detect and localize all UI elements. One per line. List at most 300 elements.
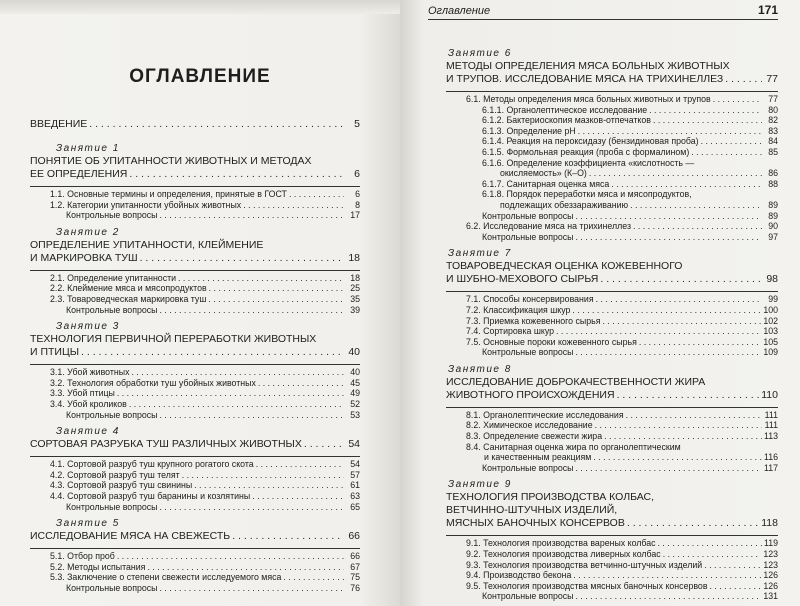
lesson-title-line: ТЕХНОЛОГИЯ ПРОИЗВОДСТВА КОЛБАС, xyxy=(446,491,655,504)
subentry-text: 4.1. Сортовой разруб туш крупного рогатого скота xyxy=(50,459,254,470)
subentry-line xyxy=(66,410,360,421)
subentry-page: 75 xyxy=(350,572,360,583)
leader-dots xyxy=(653,115,762,126)
subentry-text: Контрольные вопросы xyxy=(482,591,574,602)
leader-dots xyxy=(713,94,762,105)
toc-subentry[interactable] xyxy=(466,115,778,126)
subentry-line xyxy=(482,232,778,243)
toc-subentry[interactable] xyxy=(466,560,778,571)
subentry-page: 89 xyxy=(768,199,778,210)
leader-dots xyxy=(140,252,344,265)
toc-subentry[interactable] xyxy=(466,179,778,190)
subentry-line xyxy=(482,211,778,222)
subentry-line xyxy=(50,480,360,491)
subentry-text: 6.1.1. Органолептическое исследование xyxy=(482,104,648,115)
leader-dots xyxy=(81,346,344,359)
toc-subentry[interactable] xyxy=(50,367,360,378)
toc-subentry[interactable] xyxy=(466,420,778,431)
subentry-text: 6.1.7. Санитарная оценка мяса xyxy=(482,178,610,189)
subentry-line xyxy=(66,502,360,513)
lesson-block xyxy=(446,48,778,242)
toc-subentry[interactable] xyxy=(466,189,778,210)
subentry-text: 7.3. Приемка кожевенного сырья xyxy=(466,315,601,326)
subentry-line xyxy=(466,316,778,327)
subentry-line xyxy=(50,294,360,305)
lesson-title-line: И ТРУПОВ. ИССЛЕДОВАНИЕ МЯСА НА ТРИХИНЕЛЛЕЗ xyxy=(446,73,724,85)
subentry-text: 9.3. Технология производства ветчинно-штучных изделий xyxy=(466,559,703,570)
subentry-line xyxy=(466,410,778,421)
lesson-title-line: И МАРКИРОВКА ТУШ xyxy=(30,251,138,264)
subentry-line xyxy=(50,388,360,399)
subentry-line xyxy=(482,147,778,158)
subsection-list xyxy=(466,94,778,242)
subentry-text: 3.3. Убой птицы xyxy=(50,388,115,399)
leader-dots xyxy=(572,305,761,316)
subentry-text: Контрольные вопросы xyxy=(66,210,158,221)
toc-subentry[interactable] xyxy=(466,136,778,147)
lesson-title[interactable] xyxy=(30,438,360,451)
leader-dots xyxy=(159,210,344,221)
subentry-page: 119 xyxy=(763,538,778,549)
subentry-text: 5.3. Заключение о степени свежести исследуемого мяса xyxy=(50,572,282,583)
subentry-line xyxy=(50,367,360,378)
leader-dots xyxy=(725,73,762,86)
subsection-list xyxy=(466,538,778,602)
subentry-text: Контрольные вопросы xyxy=(66,304,158,315)
subentry-page: 123 xyxy=(763,549,778,560)
subentry-text: 5.2. Методы испытания xyxy=(50,561,146,572)
subentry-line xyxy=(466,221,778,232)
subentry-page: 61 xyxy=(350,480,360,491)
leader-dots xyxy=(575,232,762,243)
toc-subentry[interactable] xyxy=(466,347,778,358)
subentry-last-line xyxy=(482,168,778,179)
lesson-title[interactable] xyxy=(30,333,360,359)
subentry-line xyxy=(482,126,778,137)
toc-entry-introduction[interactable] xyxy=(30,117,360,131)
subentry-page: 63 xyxy=(350,490,360,501)
lesson-block xyxy=(446,248,778,358)
subentry-line xyxy=(482,463,778,474)
previous-page-edge xyxy=(0,0,400,14)
leader-dots xyxy=(304,438,344,451)
subsection-list xyxy=(50,189,360,221)
leader-dots xyxy=(208,294,344,305)
leader-dots xyxy=(630,200,762,211)
subentry-text: 8.4. Санитарная оценка жира по органолептическим xyxy=(466,441,681,452)
toc-subentry[interactable] xyxy=(50,210,360,221)
toc-subentry[interactable] xyxy=(466,158,778,179)
subentry-page: 57 xyxy=(350,469,360,480)
toc-subentry[interactable] xyxy=(466,581,778,592)
subentry-text: 9.2. Технология производства ливерных колбас xyxy=(466,549,661,560)
subentry-line xyxy=(50,399,360,410)
subentry-text: 2.2. Клеймение мяса и мясопродуктов xyxy=(50,283,207,294)
right-lessons xyxy=(446,48,778,602)
subentry-page: 111 xyxy=(764,420,778,431)
lesson-title[interactable] xyxy=(446,491,778,530)
subentry-page: 65 xyxy=(350,501,360,512)
title-underline xyxy=(446,535,778,536)
toc-subentry[interactable] xyxy=(50,410,360,421)
subentry-page: 83 xyxy=(768,125,778,136)
leader-dots xyxy=(658,538,762,549)
subentry-page: 105 xyxy=(763,336,778,347)
leader-dots xyxy=(256,459,344,470)
subentry-text: Контрольные вопросы xyxy=(66,582,158,593)
subentry-line xyxy=(482,115,778,126)
leader-dots xyxy=(600,273,762,286)
toc-subentry[interactable] xyxy=(466,326,778,337)
lesson-block xyxy=(30,321,360,420)
subentry-line xyxy=(50,470,360,481)
toc-subentry[interactable] xyxy=(466,221,778,232)
leader-dots xyxy=(209,283,344,294)
toc-subentry[interactable] xyxy=(466,538,778,549)
subentry-text-cont: и качественным реакциям xyxy=(484,452,592,463)
lesson-block xyxy=(446,364,778,474)
toc-subentry[interactable] xyxy=(50,388,360,399)
subentry-line xyxy=(50,200,360,211)
subentry-last-line xyxy=(466,452,778,463)
lesson-title-line: ТЕХНОЛОГИЯ ПЕРВИЧНОЙ ПЕРЕРАБОТКИ ЖИВОТНЫХ xyxy=(30,333,317,346)
leader-dots xyxy=(117,388,344,399)
subentry-page: 109 xyxy=(763,347,778,358)
leader-dots xyxy=(117,551,344,562)
subentry-page: 100 xyxy=(763,304,778,315)
subentry-line xyxy=(466,560,778,571)
subentry-line xyxy=(482,105,778,116)
title-underline xyxy=(446,291,778,292)
running-title: Оглавление xyxy=(428,5,491,17)
leader-dots xyxy=(573,570,761,581)
subentry-text: Контрольные вопросы xyxy=(66,409,158,420)
subentry-text: 6.1.4. Реакция на пероксидазу (бензидиновая проба) xyxy=(482,136,699,147)
lesson-title[interactable] xyxy=(30,530,360,543)
subentry-line xyxy=(466,538,778,549)
leader-dots xyxy=(604,431,762,442)
toc-subentry[interactable] xyxy=(466,549,778,560)
toc-subentry[interactable] xyxy=(466,570,778,581)
subentry-page: 103 xyxy=(763,326,778,337)
lesson-label: Занятие 2 xyxy=(56,226,120,238)
subentry-line xyxy=(466,420,778,431)
toc-subentry[interactable] xyxy=(50,399,360,410)
toc-subentry[interactable] xyxy=(466,305,778,316)
toc-subentry[interactable] xyxy=(50,480,360,491)
subentry-text: 6.1.2. Бактериоскопия мазков-отпечатков xyxy=(482,115,651,126)
leader-dots xyxy=(704,560,761,571)
subentry-page: 82 xyxy=(768,115,778,126)
lesson-block xyxy=(446,479,778,602)
lesson-title-line: И ПТИЦЫ xyxy=(30,346,80,359)
lesson-page: 66 xyxy=(348,530,360,543)
subentry-text: 1.1. Основные термины и определения, принятые в ГОСТ xyxy=(50,189,287,199)
toc-subentry[interactable] xyxy=(50,551,360,562)
subentry-text: Контрольные вопросы xyxy=(66,501,158,512)
lesson-title-line: МЕТОДЫ ОПРЕДЕЛЕНИЯ МЯСА БОЛЬНЫХ ЖИВОТНЫХ xyxy=(446,60,730,72)
subentry-line xyxy=(50,562,360,573)
leader-dots xyxy=(243,200,344,211)
subentry-text: 6.2. Исследование мяса на трихинеллез xyxy=(466,221,632,232)
lesson-page: 77 xyxy=(766,73,778,85)
subentry-text: Контрольные вопросы xyxy=(482,462,574,473)
subentry-page: 80 xyxy=(768,104,778,115)
subentry-page: 45 xyxy=(350,377,360,388)
title-underline xyxy=(30,548,360,549)
subentry-text: 7.1. Способы консервирования xyxy=(466,294,594,305)
toc-subentry[interactable] xyxy=(466,337,778,348)
subentry-text: 3.1. Убой животных xyxy=(50,367,130,378)
toc-subentry[interactable] xyxy=(466,431,778,442)
leader-dots xyxy=(595,420,762,431)
lesson-page: 54 xyxy=(348,438,360,451)
leader-dots xyxy=(252,491,344,502)
leader-dots xyxy=(159,410,344,421)
subentry-text: 1.2. Категории упитанности убойных животных xyxy=(50,199,242,210)
title-underline xyxy=(446,407,778,408)
lesson-page: 18 xyxy=(348,251,360,264)
lesson-label: Занятие 5 xyxy=(56,518,120,530)
toc-subentry[interactable] xyxy=(50,491,360,502)
left-toc-column xyxy=(30,117,360,599)
leader-dots xyxy=(649,105,762,116)
leader-dots xyxy=(575,347,761,358)
subentry-page: 123 xyxy=(763,559,778,570)
leader-dots xyxy=(710,581,762,592)
leader-dots xyxy=(602,316,761,327)
subentry-page: 85 xyxy=(768,146,778,157)
subentry-page: 113 xyxy=(763,431,778,442)
subentry-page: 90 xyxy=(768,221,778,232)
lesson-label: Занятие 1 xyxy=(56,143,120,154)
leader-dots xyxy=(626,410,762,421)
subentry-line xyxy=(482,347,778,358)
lesson-title-last-line xyxy=(446,73,778,86)
subsection-list xyxy=(466,410,778,474)
leader-dots xyxy=(131,367,344,378)
subentry-text: 9.4. Производство бекона xyxy=(466,570,572,581)
leader-dots xyxy=(89,117,344,131)
subentry-text: 4.4. Сортовой разруб туш баранины и козлятины xyxy=(50,490,251,501)
lesson-label: Занятие 6 xyxy=(448,48,512,59)
lesson-block xyxy=(30,227,360,315)
toc-subentry[interactable] xyxy=(466,126,778,137)
toc-subentry[interactable] xyxy=(50,459,360,470)
subentry-line xyxy=(50,572,360,583)
subentry-text: 4.2. Сортовой разруб туш телят xyxy=(50,469,180,480)
toc-subentry[interactable] xyxy=(466,147,778,158)
subentry-page: 131 xyxy=(763,591,778,602)
leader-dots xyxy=(556,326,761,337)
toc-subentry[interactable] xyxy=(50,378,360,389)
lesson-page: 40 xyxy=(348,346,360,359)
subentry-page: 35 xyxy=(350,293,360,304)
toc-subentry[interactable] xyxy=(50,273,360,284)
toc-title: ОГЛАВЛЕНИЕ xyxy=(129,66,271,87)
lesson-title[interactable] xyxy=(446,60,778,86)
subentry-page: 40 xyxy=(350,367,360,378)
leader-dots xyxy=(289,189,344,200)
subentry-text: 6.1.8. Порядок переработки мяса и мясопродуктов, xyxy=(482,189,692,200)
subentry-page: 39 xyxy=(350,304,360,315)
subentry-last-line xyxy=(482,200,778,211)
lesson-label: Занятие 7 xyxy=(448,248,512,260)
subentry-line xyxy=(50,551,360,562)
subentry-page: 117 xyxy=(763,462,778,473)
title-underline xyxy=(30,456,360,457)
toc-subentry[interactable] xyxy=(50,283,360,294)
leader-dots xyxy=(194,480,344,491)
subentry-line xyxy=(466,94,778,105)
subentry-page: 52 xyxy=(350,398,360,409)
toc-subentry[interactable] xyxy=(50,200,360,211)
entry-page: 5 xyxy=(354,118,360,130)
lesson-title[interactable] xyxy=(446,376,778,402)
subentry-page: 116 xyxy=(763,452,778,463)
lesson-label: Занятие 9 xyxy=(448,479,512,491)
toc-subentry[interactable] xyxy=(50,305,360,316)
toc-subentry[interactable] xyxy=(466,591,778,602)
subentry-line xyxy=(466,305,778,316)
subentry-page: 54 xyxy=(350,459,360,470)
subentry-line xyxy=(466,431,778,442)
subentry-page: 66 xyxy=(350,551,360,562)
leader-dots xyxy=(159,583,344,594)
toc-subentry[interactable] xyxy=(50,562,360,573)
subentry-line xyxy=(50,378,360,389)
subentry-line xyxy=(466,326,778,337)
toc-subentry[interactable] xyxy=(466,232,778,243)
leader-dots xyxy=(691,147,762,158)
title-underline xyxy=(30,186,360,187)
lesson-page: 118 xyxy=(761,517,778,530)
subentry-line xyxy=(50,491,360,502)
leader-dots xyxy=(182,470,344,481)
toc-subentry[interactable] xyxy=(466,442,778,463)
lesson-title-last-line xyxy=(30,438,360,451)
subentry-text: Контрольные вопросы xyxy=(482,231,574,242)
subentry-page: 126 xyxy=(763,570,778,581)
title-underline xyxy=(30,364,360,365)
toc-subentry[interactable] xyxy=(466,316,778,327)
leader-dots xyxy=(633,221,762,232)
toc-subentry[interactable] xyxy=(466,211,778,222)
title-underline xyxy=(446,91,778,92)
lesson-title-line: ОПРЕДЕЛЕНИЕ УПИТАННОСТИ, КЛЕЙМЕНИЕ xyxy=(30,238,264,251)
leader-dots xyxy=(663,549,762,560)
lesson-label: Занятие 3 xyxy=(56,321,120,333)
leader-dots xyxy=(639,337,761,348)
leader-dots xyxy=(593,452,762,463)
running-header xyxy=(428,2,778,20)
subentry-page: 77 xyxy=(768,94,778,104)
lesson-page: 6 xyxy=(354,168,360,180)
lesson-title-line: И ШУБНО-МЕХОВОГО СЫРЬЯ xyxy=(446,273,599,286)
subentry-page: 86 xyxy=(768,168,778,179)
subentry-line xyxy=(66,210,360,221)
lesson-title[interactable] xyxy=(30,155,360,181)
subsection-list xyxy=(50,367,360,420)
toc-subentry[interactable] xyxy=(466,105,778,116)
subentry-page: 53 xyxy=(350,409,360,420)
toc-subentry[interactable] xyxy=(466,410,778,421)
lesson-title[interactable] xyxy=(446,260,778,286)
toc-subentry[interactable] xyxy=(50,189,360,200)
title-underline xyxy=(30,270,360,271)
subentry-text: 6.1. Методы определения мяса больных животных и трупов xyxy=(466,94,711,104)
subentry-text: 3.2. Технология обработки туш убойных животных xyxy=(50,377,256,388)
leader-dots xyxy=(575,591,761,602)
right-toc-column xyxy=(446,42,778,606)
lesson-page: 110 xyxy=(761,388,778,401)
lesson-title-line: СОРТОВАЯ РАЗРУБКА ТУШ РАЗЛИЧНЫХ ЖИВОТНЫХ xyxy=(30,438,302,451)
subsection-list xyxy=(50,459,360,512)
entry-label: ВВЕДЕНИЕ xyxy=(30,118,88,130)
leader-dots xyxy=(129,168,344,181)
lesson-title[interactable] xyxy=(30,239,360,265)
lesson-title-line: ИССЛЕДОВАНИЕ МЯСА НА СВЕЖЕСТЬ xyxy=(30,530,231,543)
subentry-text: Контрольные вопросы xyxy=(482,210,574,221)
subentry-page: 17 xyxy=(350,210,360,221)
page-number: 171 xyxy=(757,3,778,17)
subentry-page: 67 xyxy=(350,561,360,572)
subentry-line xyxy=(66,305,360,316)
lesson-title-last-line xyxy=(446,517,778,530)
subentry-text: 7.2. Классификация шкур xyxy=(466,304,571,315)
leader-dots xyxy=(159,305,344,316)
toc-subentry[interactable] xyxy=(466,463,778,474)
subsection-list xyxy=(466,294,778,358)
subentry-page: 97 xyxy=(768,231,778,242)
toc-subentry[interactable] xyxy=(50,294,360,305)
lesson-title-line: МЯСНЫХ БАНОЧНЫХ КОНСЕРВОВ xyxy=(446,517,625,530)
toc-subentry[interactable] xyxy=(50,572,360,583)
subentry-page: 25 xyxy=(350,283,360,294)
toc-subentry[interactable] xyxy=(50,502,360,513)
toc-subentry[interactable] xyxy=(466,294,778,305)
subsection-list xyxy=(50,551,360,593)
subentry-line xyxy=(482,136,778,147)
lesson-title-line: ПОНЯТИЕ ОБ УПИТАННОСТИ ЖИВОТНЫХ И МЕТОДАХ xyxy=(30,155,312,167)
subentry-text: 6.1.5. Формольная реакция (проба с формалином) xyxy=(482,146,690,157)
subentry-line xyxy=(50,283,360,294)
subentry-line xyxy=(50,273,360,284)
leader-dots xyxy=(701,136,762,147)
lesson-label: Занятие 8 xyxy=(448,363,512,375)
lesson-title-line: ЖИВОТНОГО ПРОИСХОЖДЕНИЯ xyxy=(446,388,615,401)
toc-subentry[interactable] xyxy=(50,583,360,594)
lesson-block xyxy=(30,518,360,593)
lesson-title-last-line xyxy=(446,273,778,286)
toc-subentry[interactable] xyxy=(50,470,360,481)
leader-dots xyxy=(147,562,344,573)
subentry-text: 4.3. Сортовой разруб туш свинины xyxy=(50,480,193,491)
subentry-page: 84 xyxy=(768,136,778,147)
subentry-page: 99 xyxy=(768,294,778,305)
lesson-label: Занятие 4 xyxy=(56,426,120,438)
lesson-title-last-line xyxy=(446,389,778,402)
lesson-title-last-line xyxy=(30,168,360,181)
subentry-page: 49 xyxy=(350,388,360,399)
subentry-text: 6.1.3. Определение рН xyxy=(482,125,576,136)
leader-dots xyxy=(283,572,344,583)
leader-dots xyxy=(575,463,762,474)
subentry-text: 5.1. Отбор проб xyxy=(50,551,115,562)
toc-subentry[interactable] xyxy=(466,94,778,105)
leader-dots xyxy=(159,502,344,513)
subsection-list xyxy=(50,273,360,315)
